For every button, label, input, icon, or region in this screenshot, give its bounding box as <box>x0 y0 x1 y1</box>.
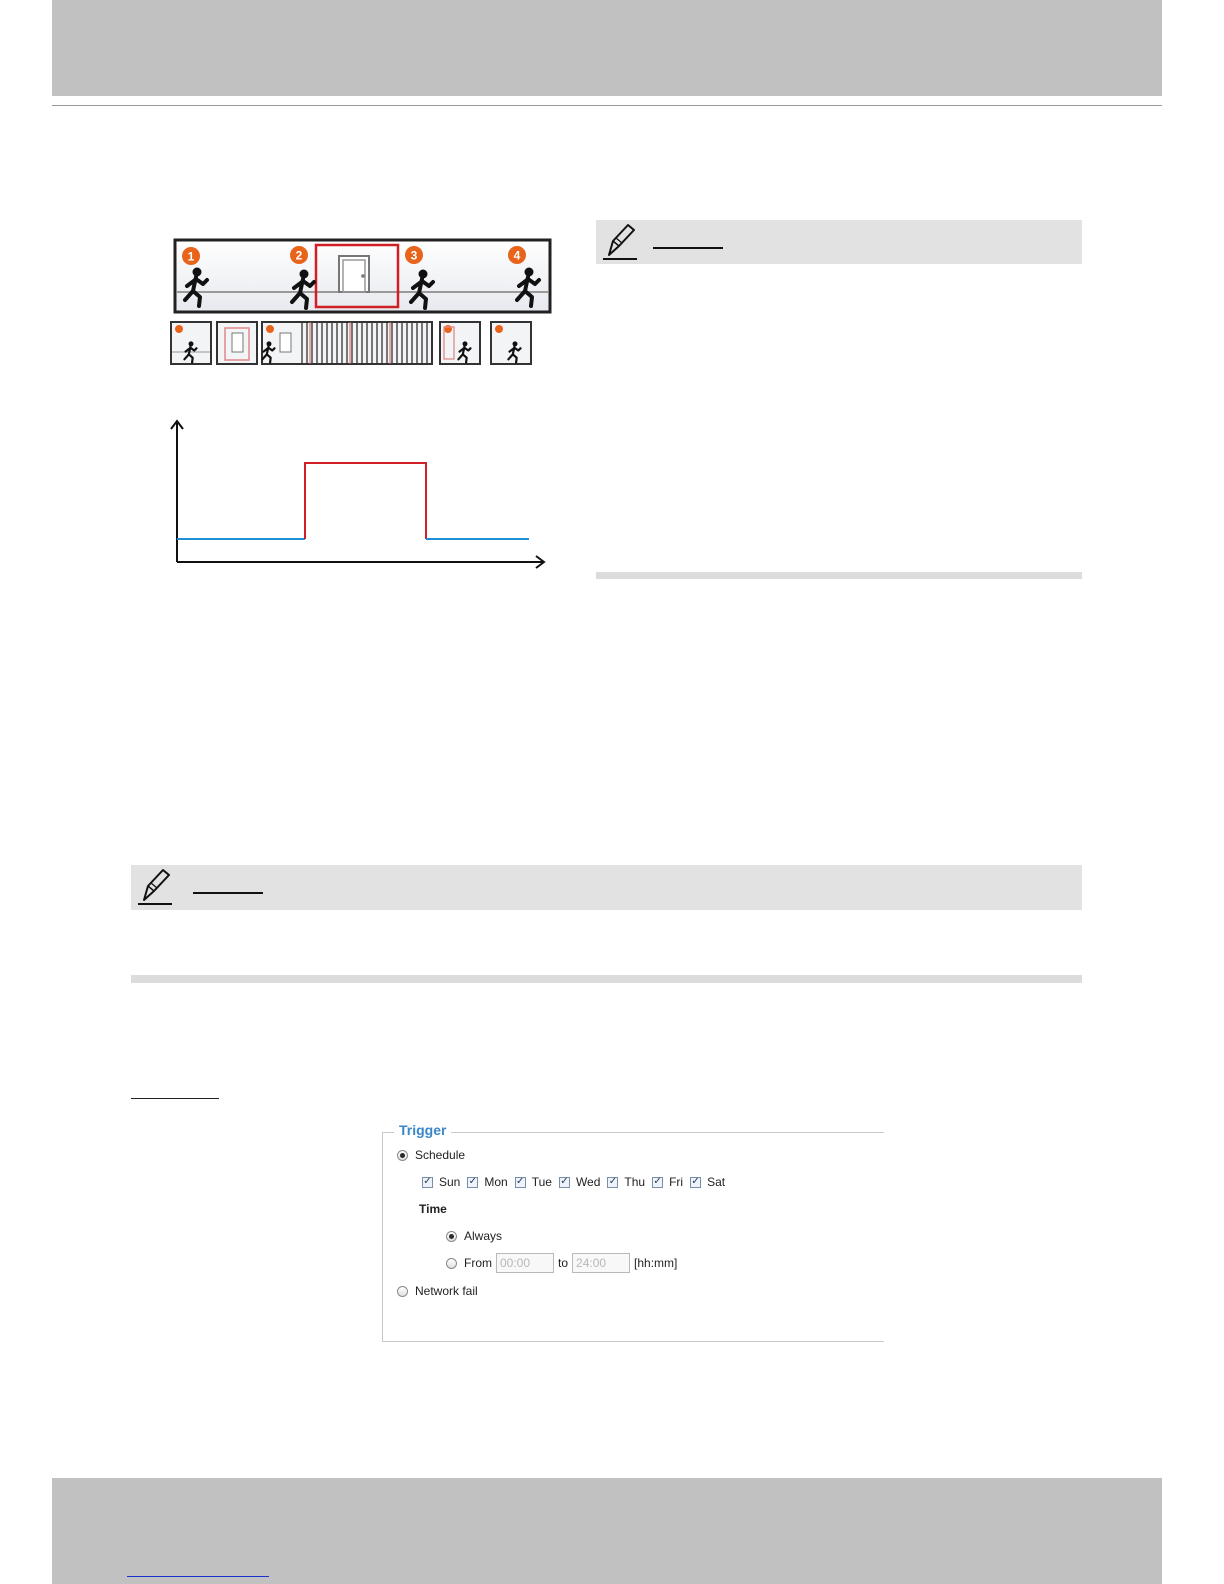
pencil-icon <box>600 222 640 262</box>
schedule-label: Schedule <box>415 1148 466 1162</box>
schedule-option[interactable] <box>397 1148 465 1162</box>
day-fri[interactable] <box>652 1175 683 1189</box>
trigger-fieldset <box>382 1120 886 1342</box>
section-heading-underline <box>131 1098 219 1099</box>
from-label: From <box>464 1256 492 1270</box>
step-badge-4-label: 4 <box>513 248 521 263</box>
day-fri-label: Fri <box>669 1175 684 1189</box>
note-header <box>131 865 1082 910</box>
day-mon[interactable] <box>467 1175 507 1189</box>
step-badge-3 <box>405 246 423 264</box>
step-badge-1 <box>182 247 200 265</box>
day-mon-checkbox[interactable]: ✓ <box>468 1176 478 1187</box>
day-tue-label: Tue <box>531 1175 552 1189</box>
day-wed[interactable] <box>559 1175 600 1189</box>
step-badge-2 <box>290 246 308 264</box>
day-sun-checkbox[interactable]: ✓ <box>423 1176 432 1187</box>
schedule-radio[interactable] <box>397 1150 408 1161</box>
step-badge-4 <box>508 246 526 264</box>
always-radio[interactable] <box>446 1231 457 1242</box>
always-label: Always <box>464 1229 503 1243</box>
trigger-signal-graph <box>165 415 555 575</box>
frame-thumbnails <box>171 322 531 364</box>
page-footer-band <box>52 1478 1162 1584</box>
network-fail-radio[interactable] <box>397 1286 408 1297</box>
note-title-underline <box>653 247 723 249</box>
page-header-band <box>52 0 1162 96</box>
always-option[interactable] <box>446 1229 502 1243</box>
day-thu-checkbox[interactable]: ✓ <box>608 1176 618 1187</box>
time-format-hint: [hh:mm] <box>634 1256 678 1270</box>
step-badge-2-label: 2 <box>295 248 303 263</box>
day-fri-checkbox[interactable]: ✓ <box>653 1176 662 1187</box>
footer-link-underline[interactable] <box>127 1576 269 1577</box>
day-sat-label: Sat <box>707 1175 726 1189</box>
network-fail-option[interactable] <box>397 1284 478 1298</box>
trigger-legend: Trigger <box>394 1122 451 1138</box>
time-range-option <box>446 1253 677 1273</box>
motion-illustration <box>165 232 557 374</box>
day-mon-label: Mon <box>484 1175 508 1189</box>
step-badge-1-label: 1 <box>187 249 195 264</box>
signal-high <box>305 463 426 539</box>
network-fail-label: Network fail <box>415 1284 478 1298</box>
time-heading: Time <box>419 1202 447 1216</box>
from-radio[interactable] <box>446 1258 457 1269</box>
note-header <box>596 220 1082 264</box>
to-label: to <box>558 1256 569 1270</box>
day-sat-checkbox[interactable]: ✓ <box>691 1176 700 1187</box>
day-wed-checkbox[interactable]: ✓ <box>560 1176 569 1187</box>
day-thu-label: Thu <box>624 1175 646 1189</box>
day-sun[interactable] <box>422 1175 460 1189</box>
step-badge-3-label: 3 <box>410 248 418 263</box>
note-bottom-rule <box>131 975 1082 983</box>
day-sat[interactable] <box>690 1175 725 1189</box>
to-time-input[interactable] <box>572 1253 630 1273</box>
from-time-input[interactable] <box>496 1253 554 1273</box>
header-divider <box>52 105 1162 106</box>
pencil-icon <box>135 867 175 907</box>
day-tue-checkbox[interactable]: ✓ <box>516 1176 525 1187</box>
note-title-underline <box>193 892 263 894</box>
weekday-checkboxes <box>422 1175 732 1189</box>
day-tue[interactable] <box>515 1175 552 1189</box>
day-thu[interactable] <box>607 1175 645 1189</box>
day-sun-label: Sun <box>439 1175 461 1189</box>
day-wed-label: Wed <box>575 1175 601 1189</box>
note-bottom-rule <box>596 572 1082 579</box>
